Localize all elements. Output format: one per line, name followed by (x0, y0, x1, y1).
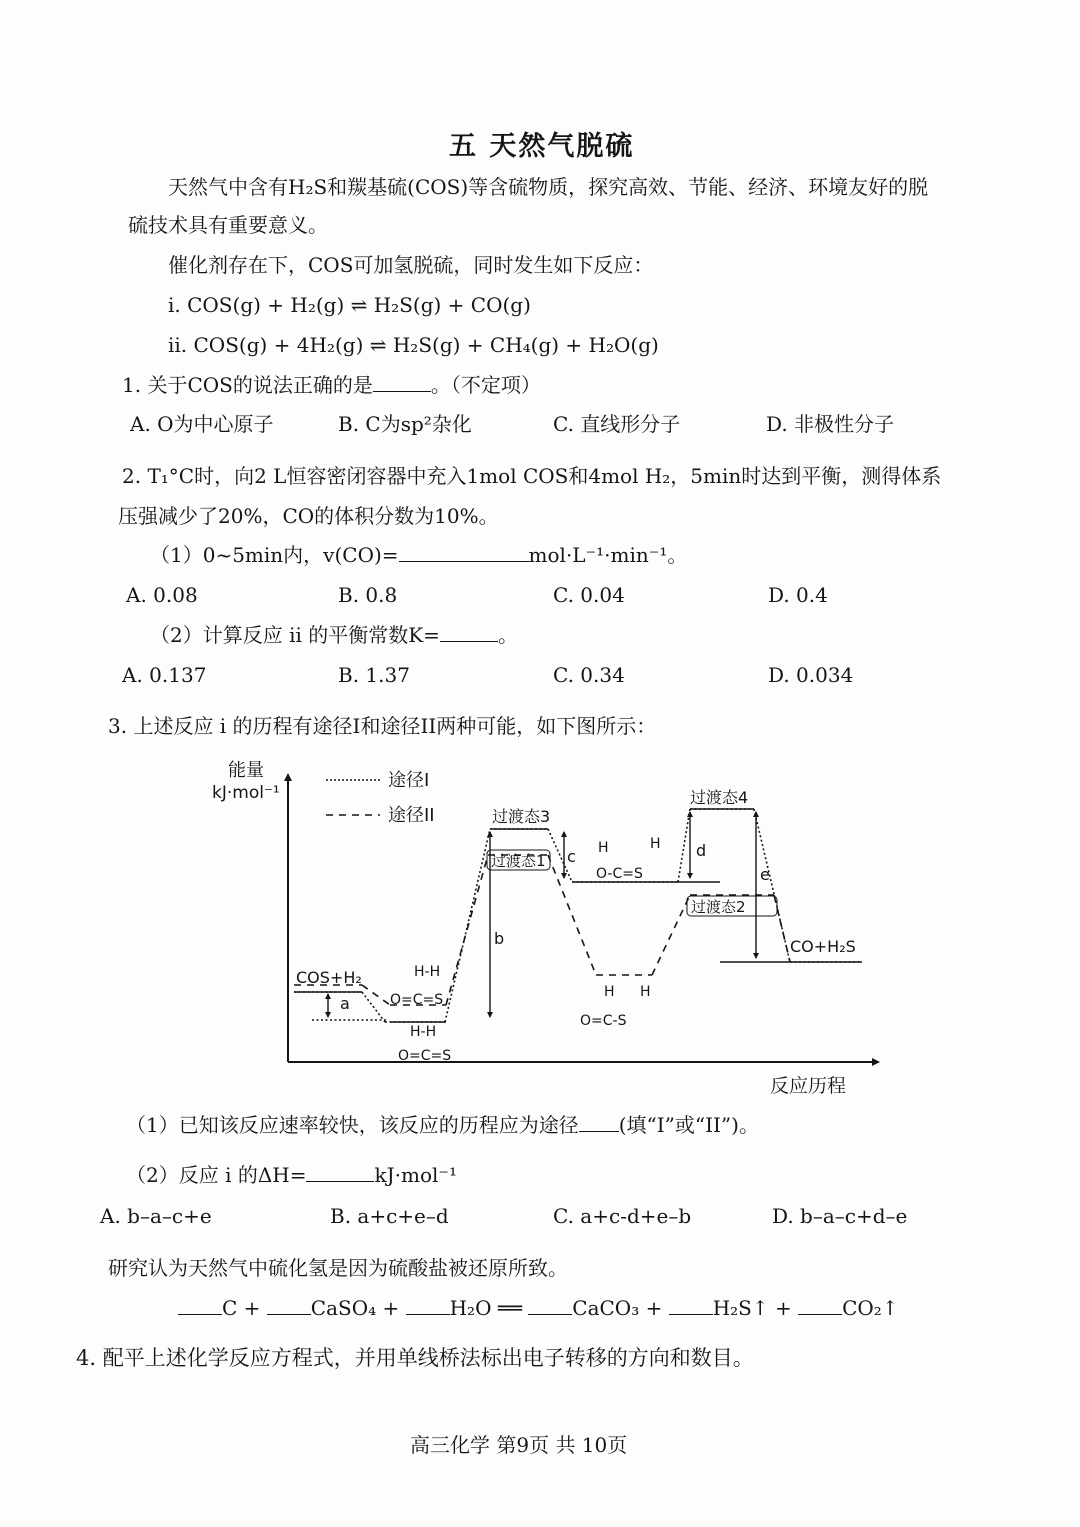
q3-option-b: B. a+c+e–d (330, 1204, 449, 1228)
intermediate-2-ocs: O=C=S (398, 1048, 452, 1064)
gap-label-a: a (340, 994, 350, 1013)
eq-term-4: CaCO₃ + (572, 1296, 663, 1320)
route-1-path (294, 809, 862, 1022)
coef-blank-5[interactable] (669, 1296, 713, 1315)
transition-state-3-label: 过渡态3 (492, 807, 551, 826)
coef-blank-2[interactable] (267, 1296, 311, 1315)
q2-p2-option-c: C. 0.34 (553, 663, 625, 687)
y-axis-label-2: kJ·mol⁻¹ (212, 783, 280, 803)
intro-line-1: 天然气中含有H₂S和羰基硫(COS)等含硫物质，探究高效、节能、经济、环境友好的脱 (168, 175, 929, 199)
intermediate-3-ocs: O=C-S (580, 1013, 627, 1029)
energy-levels (294, 809, 862, 1022)
section-title: 五 天然气脱硫 (449, 131, 635, 162)
q2-part-1 (150, 543, 687, 567)
q3-part-2 (126, 1163, 457, 1187)
legend-route-2: 途径II (388, 805, 435, 826)
transition-state-4-label: 过渡态4 (690, 788, 749, 807)
q3-part-2-unit: kJ·mol⁻¹ (374, 1163, 457, 1187)
q3-part-2-text: （2）反应 i 的ΔH= (126, 1163, 307, 1187)
q3-option-c: C. a+c-d+e–b (553, 1204, 692, 1228)
gap-label-b: b (494, 929, 505, 948)
q3-part-1-blank[interactable] (579, 1113, 619, 1132)
q2-p1-option-b: B. 0.8 (338, 583, 398, 607)
x-axis-label: 反应历程 (770, 1075, 847, 1097)
q1-stem (122, 373, 541, 397)
route-2-path (294, 855, 790, 1005)
legend-route-1: 途径I (388, 770, 430, 791)
q4-equation (178, 1296, 899, 1320)
intro-line-2: 硫技术具有重要意义。 (128, 213, 328, 237)
intermediate-1-hh: H-H (414, 964, 441, 980)
q2-p2-option-a: A. 0.137 (122, 663, 207, 687)
eq-term-3: H₂O ══ (449, 1296, 522, 1320)
gap-label-d: d (696, 841, 707, 860)
reaction-i: i. COS(g) + H₂(g) ⇌ H₂S(g) + CO(g) (168, 293, 531, 317)
q2-p2-option-d: D. 0.034 (768, 663, 854, 687)
q1-option-a: A. O为中心原子 (130, 412, 274, 436)
q2-p1-option-a: A. 0.08 (126, 583, 198, 607)
q2-part-1-unit: mol·L⁻¹·min⁻¹。 (528, 543, 688, 567)
reaction-ii: ii. COS(g) + 4H₂(g) ⇌ H₂S(g) + CH₄(g) + H₂O(g) (168, 333, 659, 357)
q2-p1-option-c: C. 0.04 (553, 583, 625, 607)
q3-part-1 (126, 1113, 759, 1137)
q2-part-2-text: （2）计算反应 ii 的平衡常数K= (150, 623, 440, 647)
q2-stem-1: 2. T₁°C时，向2 L恒容密闭容器中充入1mol COS和4mol H₂，5min时达到平衡，测得体系 (122, 464, 942, 488)
q3-option-d: D. b–a–c+d–e (772, 1204, 908, 1228)
q2-p1-option-d: D. 0.4 (768, 583, 828, 607)
q1-option-b: B. C为sp²杂化 (338, 412, 472, 436)
eq-term-5: H₂S↑ + (712, 1296, 792, 1320)
q3-stem: 3. 上述反应 i 的历程有途径I和途径II两种可能，如下图所示： (108, 714, 657, 738)
coef-blank-4[interactable] (528, 1296, 572, 1315)
ts-h-left: H (598, 840, 609, 856)
q2-part-1-blank[interactable] (399, 543, 529, 562)
transition-state-2-label: 过渡态2 (691, 898, 746, 916)
q2-part-1-text: （1）0~5min内，v(CO)= (150, 543, 399, 567)
eq-term-1: C + (222, 1296, 261, 1320)
y-axis-label-1: 能量 (228, 760, 264, 781)
intermediate-3-h-right: H (640, 984, 651, 1000)
gap-label-c: c (567, 847, 576, 866)
q1-option-c: C. 直线形分子 (553, 412, 681, 436)
q1-answer-blank[interactable] (373, 373, 431, 392)
q2-part-2-blank[interactable] (440, 623, 498, 642)
products-label: CO+H₂S (790, 937, 856, 956)
eq-term-2: CaSO₄ + (310, 1296, 400, 1320)
eq-term-6: CO₂↑ (842, 1296, 899, 1320)
intermediate-2-hh: H-H (410, 1024, 437, 1040)
coef-blank-6[interactable] (798, 1296, 842, 1315)
q4-intro: 研究认为天然气中硫化氢是因为硫酸盐被还原所致。 (108, 1256, 568, 1280)
transition-state-1-label: 过渡态1 (491, 852, 546, 870)
q3-option-a: A. b–a–c+e (100, 1204, 212, 1228)
q1-stem-tail: 。（不定项） (430, 373, 541, 397)
q2-part-2 (150, 623, 518, 647)
page-footer: 高三化学 第9页 共 10页 (410, 1433, 628, 1457)
gap-label-e: e (760, 865, 770, 884)
q2-stem-2: 压强减少了20%，CO的体积分数为10%。 (118, 504, 499, 528)
q4-stem: 4. 配平上述化学反应方程式，并用单线桥法标出电子转移的方向和数目。 (76, 1346, 754, 1370)
q2-p2-option-b: B. 1.37 (338, 663, 410, 687)
coef-blank-1[interactable] (178, 1296, 222, 1315)
q2-part-2-tail: 。 (497, 623, 518, 647)
intermediate-3-h-left: H (604, 984, 615, 1000)
ts-ocs: O-C=S (596, 866, 643, 882)
q3-part-1-tail: (填“I”或“II”)。 (618, 1113, 759, 1137)
intermediate-1-ocs: O=C=S (390, 992, 444, 1008)
coef-blank-3[interactable] (406, 1296, 450, 1315)
intro-line-3: 催化剂存在下，COS可加氢脱硫，同时发生如下反应： (168, 253, 654, 277)
energy-diagram (200, 748, 900, 1103)
reactants-label: COS+H₂ (296, 968, 362, 987)
q3-part-1-text: （1）已知该反应速率较快，该反应的历程应为途径 (126, 1113, 579, 1137)
q1-option-d: D. 非极性分子 (766, 412, 895, 436)
q1-stem-text: 1. 关于COS的说法正确的是 (122, 373, 373, 397)
ts-h-right: H (650, 836, 661, 852)
q3-part-2-blank[interactable] (306, 1163, 374, 1182)
